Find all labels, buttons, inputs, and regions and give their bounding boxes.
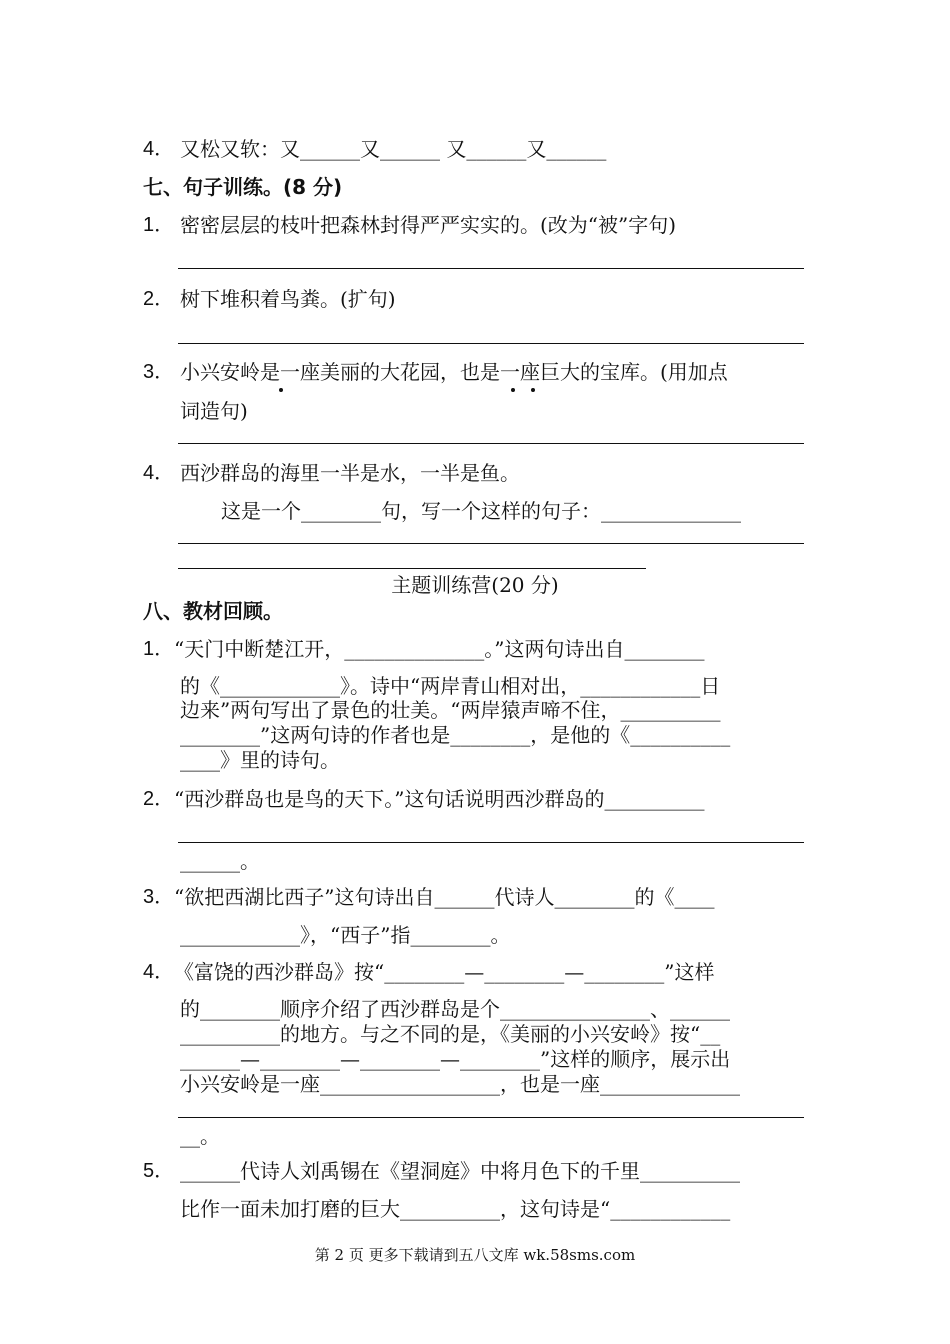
page-footer: 第 2 页 更多下载请到五八文库 wk.58sms.com	[314, 1246, 636, 1264]
question-number: 1．	[143, 638, 175, 660]
answer-line[interactable]	[178, 543, 804, 544]
question-number: 4．	[143, 961, 175, 983]
question-text: 《富饶的西沙群岛》按“________—________—________”这样	[174, 960, 715, 984]
question-number: 2．	[143, 288, 175, 310]
question-text: 的《____________》。诗中“两岸青山相对出，____________日	[180, 674, 721, 698]
answer-line[interactable]	[178, 268, 804, 269]
section-heading: 七、句子训练。(8 分)	[143, 175, 343, 199]
answer-line[interactable]	[178, 443, 804, 444]
question-text: __。	[180, 1124, 220, 1148]
question-text: ______—________—________—________”这样的顺序，展示出	[180, 1047, 731, 1071]
answer-line[interactable]	[178, 842, 804, 843]
question-text: ________”这两句诗的作者也是________，是他的《__________	[180, 723, 731, 747]
emphasis-dot	[279, 388, 283, 392]
question-text: 词造句)	[180, 399, 248, 423]
answer-line[interactable]	[178, 1117, 804, 1118]
question-number: 5．	[143, 1160, 175, 1182]
question-number: 4．	[143, 138, 175, 160]
question-text: ______。	[180, 849, 260, 873]
question-text: __________的地方。与之不同的是，《美丽的小兴安岭》按“__	[180, 1022, 721, 1046]
question-text: 密密层层的枝叶把森林封得严严实实的。(改为“被”字句)	[180, 213, 677, 237]
question-text: 小兴安岭是一座__________________，也是一座______________	[180, 1072, 740, 1096]
question-number: 4．	[143, 462, 175, 484]
section-heading: 八、教材回顾。	[143, 599, 283, 623]
question-text: “西沙群岛也是鸟的天下。”这句话说明西沙群岛的__________	[174, 787, 705, 811]
question-number: 3．	[143, 886, 175, 908]
question-number: 2．	[143, 788, 175, 810]
emphasis-dot	[511, 388, 515, 392]
question-text: “欲把西湖比西子”这句诗出自______代诗人________的《____	[174, 885, 715, 909]
question-text: “天门中断楚江开，______________。”这两句诗出自________	[174, 637, 705, 661]
question-text: 比作一面未加打磨的巨大__________，这句诗是“____________	[180, 1197, 731, 1221]
question-text: 西沙群岛的海里一半是水，一半是鱼。	[180, 461, 520, 485]
question-text: 小兴安岭是一座美丽的大花园，也是一座巨大的宝库。(用加点	[180, 360, 728, 384]
question-text: ______代诗人刘禹锡在《望洞庭》中将月色下的千里__________	[180, 1159, 740, 1183]
fill-in-text: 又松又软：又______又______ 又______又______	[180, 137, 607, 161]
emphasis-dot	[531, 388, 535, 392]
question-number: 3．	[143, 361, 175, 383]
question-text: 这是一个________句，写一个这样的句子：______________	[221, 499, 741, 523]
question-number: 1．	[143, 214, 175, 236]
question-text: 的________顺序介绍了西沙群岛是个_______________、______	[180, 997, 730, 1021]
question-text: 树下堆积着鸟粪。(扩句)	[180, 287, 396, 311]
question-text: ____________》，“西子”指________。	[180, 923, 511, 947]
answer-line[interactable]	[178, 568, 646, 569]
question-text: 边来”两句写出了景色的壮美。“两岸猿声啼不住，__________	[180, 698, 721, 722]
answer-line[interactable]	[178, 343, 804, 344]
theme-title: 主题训练营(20 分)	[391, 573, 559, 597]
question-text: ____》里的诗句。	[180, 748, 340, 772]
